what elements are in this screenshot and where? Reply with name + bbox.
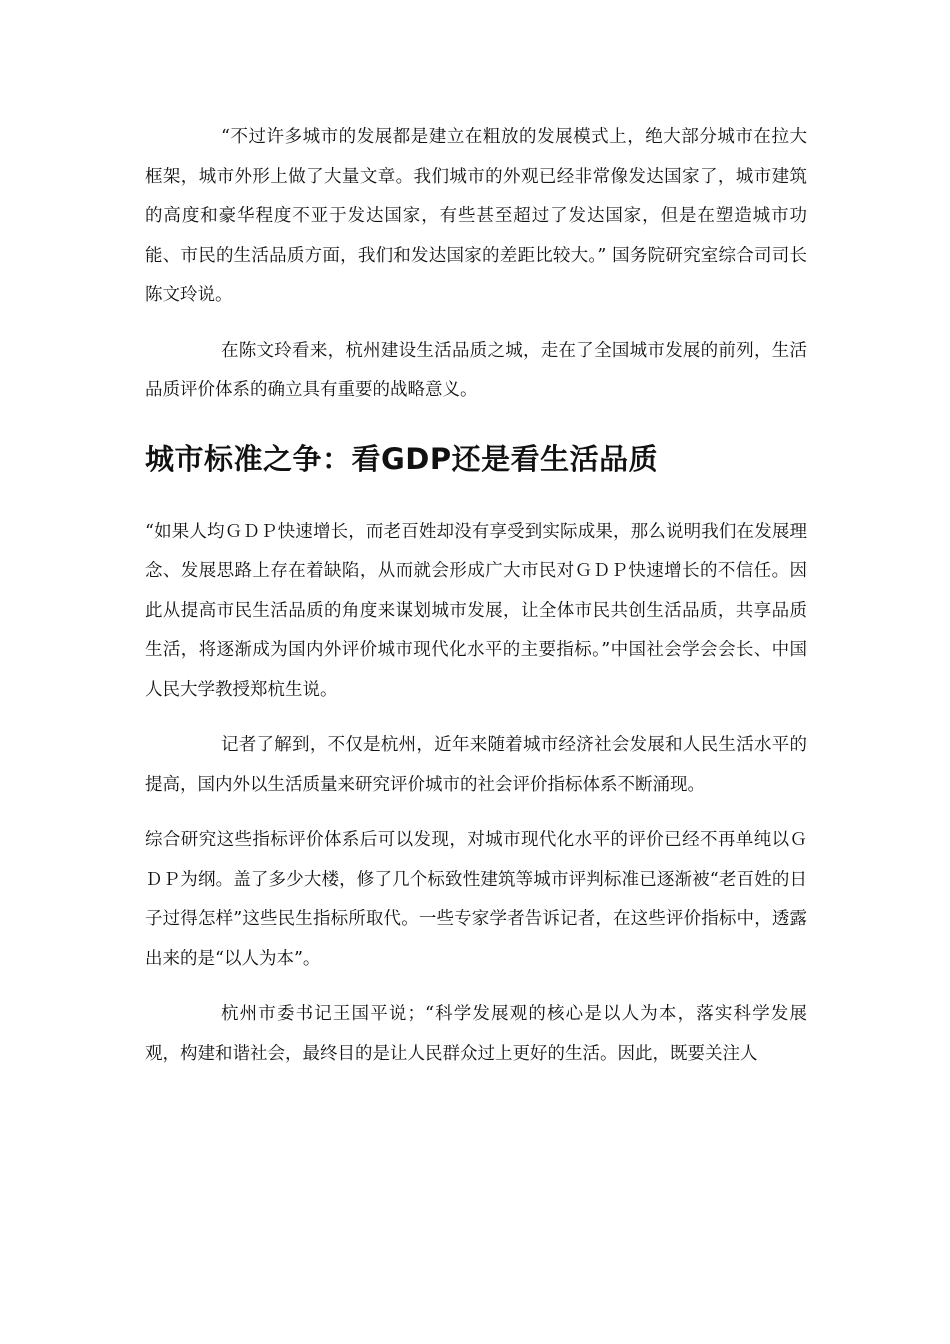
paragraph-research: 综合研究这些指标评价体系后可以发现，对城市现代化水平的评价已经不再单纯以ＧＤＰ为纲。盖了多少大楼，修了几个标致性建筑等城市评判标准已逐渐被“老百姓的日子过得怎样”这些民生指标所取代。一些专家学者告诉记者，在这些评价指标中，透露出来的是“以人为本”。: [145, 830, 807, 969]
section-heading: 城市标准之争：看GDP还是看生活品质: [145, 441, 659, 476]
paragraph-chen-view: 在陈文玲看来，杭州建设生活品质之城，走在了全国城市发展的前列，生活品质评价体系的确立具有重要的战略意义。: [145, 340, 807, 400]
paragraph-reporter: 记者了解到，不仅是杭州，近年来随着城市经济社会发展和人民生活水平的提高，国内外以生活质量来研究评价城市的社会评价指标体系不断涌现。: [145, 735, 807, 795]
paragraph-wang: 杭州市委书记王国平说；“科学发展观的核心是以人为本，落实科学发展观，构建和谐社会，最终目的是让人民群众过上更好的生活。因此，既要关注人: [145, 1004, 807, 1064]
paragraph-quote-chen: “不过许多城市的发展都是建立在粗放的发展模式上，绝大部分城市在拉大框架，城市外形上做了大量文章。我们城市的外观已经非常像发达国家了，城市建筑的高度和豪华程度不亚于发达国家，有些甚至超过了发达国家，但是在塑造城市功能、市民的生活品质方面，我们和发达国家的差距比较大。” 国务院研究室综合司司长陈文玲说。: [145, 127, 807, 305]
paragraph-quote-zheng: “如果人均ＧＤＰ快速增长，而老百姓却没有享受到实际成果，那么说明我们在发展理念、发展思路上存在着缺陷，从而就会形成广大市民对ＧＤＰ快速增长的不信任。因此从提高市民生活品质的角度来谋划城市发展，让全体市民共创生活品质，共享品质生活，将逐渐成为国内外评价城市现代化水平的主要指标。”中国社会学会会长、中国人民大学教授郑杭生说。: [145, 521, 807, 700]
document-page: [145, 118, 807, 1074]
